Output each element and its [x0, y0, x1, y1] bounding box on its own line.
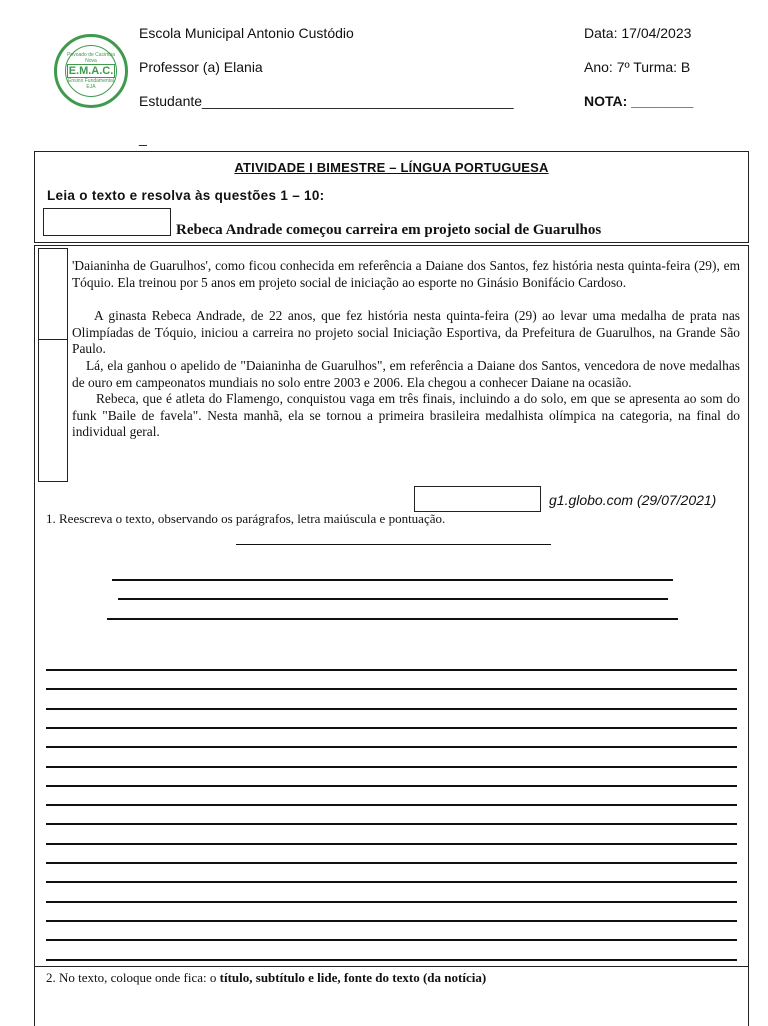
margin-label-box-1[interactable] [38, 248, 68, 340]
answer-line[interactable] [46, 939, 737, 941]
article-paragraph-2: A ginasta Rebeca Andrade, de 22 anos, que fez história nesta quinta-feira (29) ao levar uma medalha de prata nas Olimpíadas de Tóquio, iniciou a carreira no projeto social Iniciação Esportiva, da Prefeitura de Guarulhos, na Grande São Paulo. [72, 308, 740, 357]
date: Data: 17/04/2023 [584, 25, 692, 41]
question-2 [46, 970, 486, 986]
answer-line[interactable] [46, 688, 737, 690]
seal-acronym: E.M.A.C. [68, 65, 114, 77]
header-dash: _ [139, 130, 147, 146]
article-source: g1.globo.com (29/07/2021) [549, 492, 717, 508]
article-paragraph-3: Lá, ela ganhou o apelido de "Daianinha de Guarulhos", em referência a Daiane dos Santos, vencedora de nove medalhas de ouro em campeonatos mundiais no solo entre 2003 e 2006. Ela chegou a conhecer Daiane na ocasião. [72, 357, 740, 390]
answer-line[interactable] [46, 901, 737, 903]
seal-center [65, 45, 117, 97]
question-1: 1. Reescreva o texto, observando os parágrafos, letra maiúscula e pontuação. [46, 511, 446, 526]
answer-line[interactable] [46, 785, 737, 787]
grade-class: Ano: 7º Turma: B [584, 59, 691, 75]
answer-line[interactable] [46, 746, 737, 748]
answer-line[interactable] [46, 727, 737, 729]
answer-line[interactable] [46, 862, 737, 864]
activity-title: ATIVIDADE I BIMESTRE – LÍNGUA PORTUGUESA [234, 160, 549, 175]
answer-line[interactable] [46, 920, 737, 922]
answer-line[interactable] [46, 708, 737, 710]
article-headline: Rebeca Andrade começou carreira em projeto social de Guarulhos [176, 222, 602, 238]
article-paragraph-4: Rebeca, que é atleta do Flamengo, conquistou vaga em três finais, incluindo a do solo, em que se apresenta ao som do funk "Baile de favela". Nesta manhã, ela se tornou a primeira brasileira medalhista olímpica na categoria, na final do individual geral. [72, 391, 740, 440]
seal-center-top: Povoado de Cacimba Nova [67, 52, 115, 64]
student-field[interactable]: Estudante________________________________________ [139, 93, 514, 109]
seal-center-bottom: Ensino Fundamental [68, 78, 114, 84]
article-text [72, 258, 740, 441]
margin-label-box-2[interactable] [38, 339, 68, 482]
answer-line[interactable] [112, 579, 673, 581]
school-seal [54, 34, 128, 108]
answer-line[interactable] [46, 881, 737, 883]
answer-line[interactable] [46, 669, 737, 671]
article-paragraph-1: 'Daianinha de Guarulhos', como ficou conhecida em referência a Daiane dos Santos, fez história nesta quinta-feira (29), em Tóquio. Ela treinou por 5 anos em projeto social de iniciação ao esporte no Ginásio Bonifácio Cardoso. [72, 258, 740, 290]
answer-line[interactable] [46, 843, 737, 845]
question-2-prefix: 2. No texto, coloque onde fica: o [46, 970, 220, 985]
answer-line[interactable] [46, 823, 737, 825]
source-label-box[interactable] [414, 486, 541, 512]
headline-label-box[interactable] [43, 208, 171, 236]
score-field[interactable]: NOTA: ________ [584, 93, 694, 109]
answer-line[interactable] [46, 766, 737, 768]
seal-eja: EJA [86, 84, 96, 90]
teacher-name: Professor (a) Elania [139, 59, 263, 75]
answer-line[interactable] [118, 598, 668, 600]
answer-line[interactable] [236, 544, 551, 545]
answer-line[interactable] [46, 959, 737, 961]
question-2-emphasis: título, subtítulo e lide, fonte do texto (da notícia) [219, 970, 487, 985]
answer-line[interactable] [107, 618, 678, 620]
activity-instruction: Leia o texto e resolva às questões 1 – 10: [47, 188, 325, 203]
school-name: Escola Municipal Antonio Custódio [139, 25, 354, 41]
answer-line[interactable] [46, 804, 737, 806]
